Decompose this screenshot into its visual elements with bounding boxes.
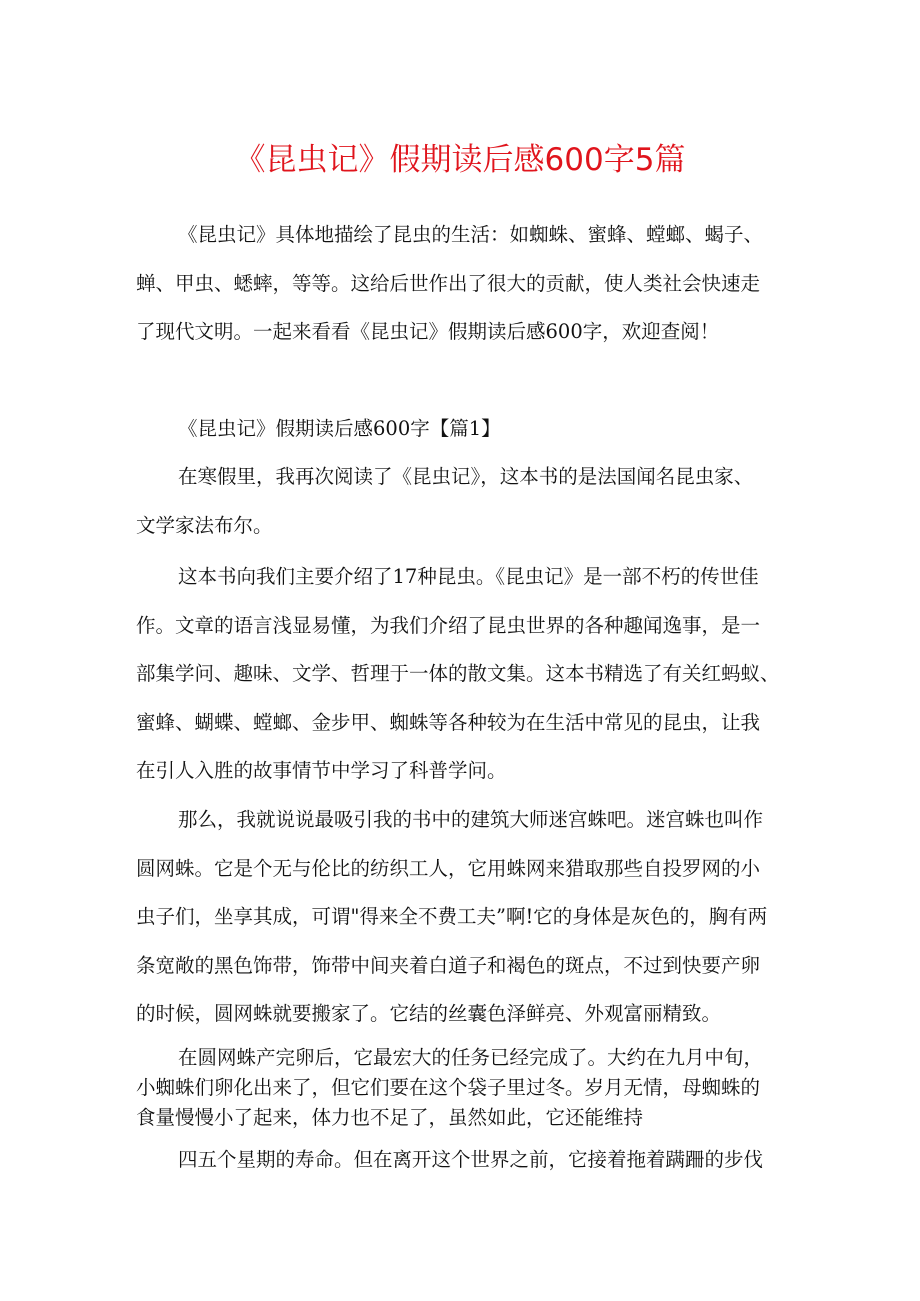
text-line: 在寒假里，我再次阅读了《昆虫记》，这本书的是法国闻名昆虫家、: [178, 465, 754, 488]
text-line: 了现代文明。一起来看看《昆虫记》假期读后感600字，欢迎查阅！: [136, 320, 720, 343]
text-line: 食量慢慢小了起来，体力也不足了，虽然如此，它还能维持: [136, 1106, 644, 1129]
section-heading: [136, 405, 796, 454]
text-line: 《昆虫记》具体地描绘了昆虫的生活：如蜘蛛、蜜蜂、螳螂、蝎子、: [178, 223, 764, 246]
body-paragraph: [136, 1136, 796, 1185]
document-title: 《昆虫记》假期读后感600字5篇: [234, 142, 686, 178]
text-line: 作。文章的语言浅显易懂，为我们介绍了昆虫世界的各种趣闻逸事，是一: [136, 613, 761, 637]
text-line: 在圆网蛛产完卵后，它最宏大的任务已经完成了。大约在九月中旬，: [178, 1046, 764, 1069]
text-line: 圆网蛛。它是个无与伦比的纺织工人，它用蛛网来猎取那些自投罗网的小: [136, 856, 761, 880]
section-heading-text: 《昆虫记》假期读后感600字【篇1】: [178, 417, 501, 440]
text-line: 文学家法布尔。: [136, 513, 273, 537]
text-line: 这本书向我们主要介绍了17种昆虫。《昆虫记》是一部不朽的传世佳: [178, 565, 759, 588]
text-line: 部集学问、趣味、文学、哲理于一体的散文集。这本书精选了有关红蚂蚁、: [136, 662, 780, 685]
text-line: 条宽敞的黑色饰带，饰带中间夹着白道子和褐色的斑点，不过到快要产卵: [136, 953, 761, 977]
intro-paragraph: [136, 211, 796, 357]
text-line: 蝉、甲虫、蟋蟀，等等。这给后世作出了很大的贡献，使人类社会快速走: [136, 271, 761, 295]
text-line: 四五个星期的寿命。但在离开这个世界之前，它接着拖着蹒跚的步伐: [178, 1148, 764, 1171]
text-line: 小蜘蛛们卵化出来了，但它们要在这个袋子里过冬。岁月无情，母蜘蛛的: [136, 1076, 761, 1099]
text-line: 在引人入胜的故事情节中学习了科普学问。: [136, 759, 507, 782]
body-paragraph: [136, 1043, 796, 1133]
body-paragraph: [136, 453, 796, 550]
text-line: 那么，我就说说最吸引我的书中的建筑大师迷宫蛛吧。迷宫蛛也叫作: [178, 808, 764, 831]
body-paragraph: [136, 796, 796, 1039]
text-line: 蜜蜂、蝴蝶、螳螂、金步甲、蜘蛛等各种较为在生活中常见的昆虫，让我: [136, 710, 761, 734]
text-line: 的时候，圆网蛛就要搬家了。它结的丝囊色泽鲜亮、外观富丽精致。: [136, 1002, 722, 1025]
body-paragraph: [136, 553, 796, 796]
text-line: 虫子们，坐享其成，可谓"得来全不费工夫”啊!它的身体是灰色的，胸有两: [136, 905, 768, 928]
